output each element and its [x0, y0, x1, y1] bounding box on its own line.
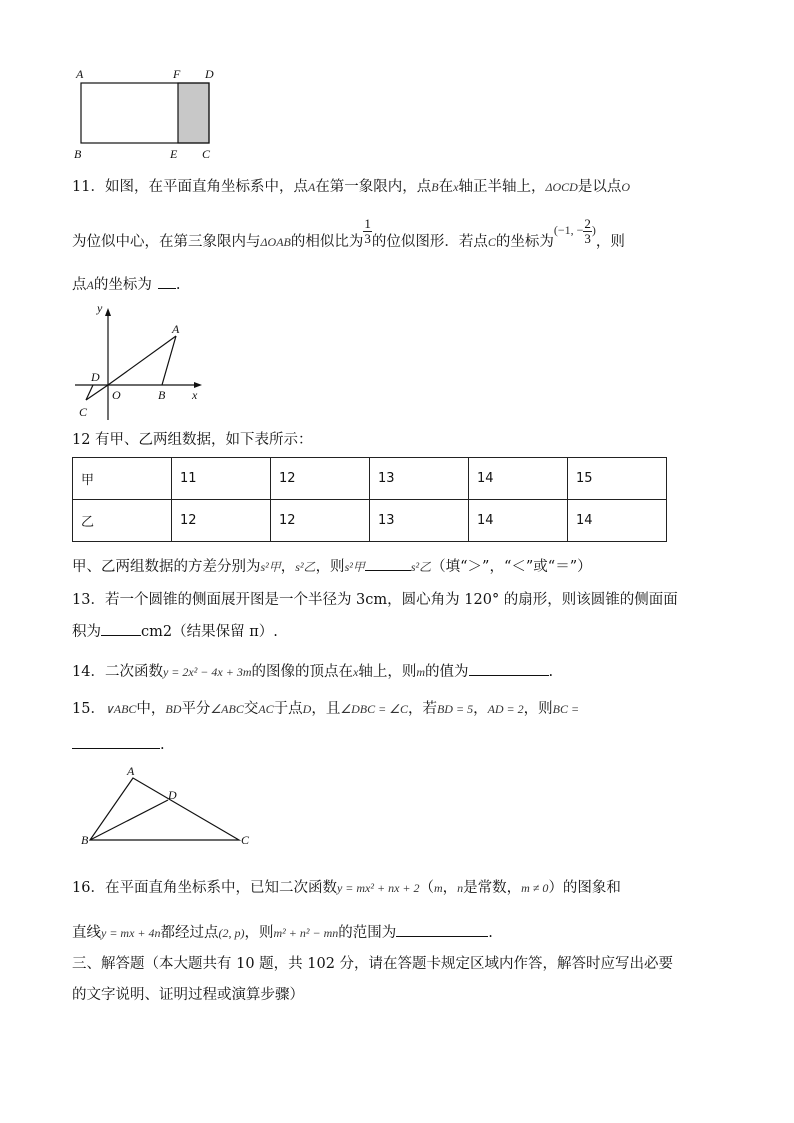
label-O: O	[112, 388, 121, 402]
table-cell: 12	[172, 500, 271, 542]
q16-line2: 直线y = mx + 4n都经过点(2, p)，则m² + n² − mn的范围为 .	[72, 922, 493, 943]
table-cell: 11	[172, 458, 271, 500]
label-D: D	[91, 370, 100, 384]
label-C: C	[241, 833, 250, 847]
row-label: 甲	[73, 458, 172, 500]
q13-line1: 13．若一个圆锥的侧面展开图是一个半径为 3cm，圆心角为 120° 的扇形，则该圆锥的侧面面	[72, 592, 678, 608]
y-axis-arrow	[105, 308, 111, 316]
label-A: A	[76, 67, 84, 81]
triangle-figure	[76, 764, 266, 854]
label-C: C	[79, 405, 88, 419]
label-A: A	[172, 322, 180, 336]
label-x: x	[192, 388, 198, 402]
table-row	[73, 500, 667, 542]
q15-line1: 15．∨ABC中，BD平分∠ABC交AC于点D，且∠DBC = ∠C，若BD = 5，AD = 2，则BC =	[72, 701, 580, 717]
table-cell: 14	[469, 458, 568, 500]
answer-blank-16[interactable]	[396, 922, 488, 937]
label-B: B	[74, 147, 82, 161]
table-cell: 12	[271, 458, 370, 500]
section3-line1: 三、解答题（本大题共有 10 题，共 102 分，请在答题卡规定区域内作答，解答时应写出必要	[72, 956, 674, 972]
answer-blank-13[interactable]	[101, 621, 141, 636]
segment-bd	[90, 800, 168, 840]
table-cell: 15	[568, 458, 667, 500]
row-label: 乙	[73, 500, 172, 542]
table-cell: 12	[271, 500, 370, 542]
q11-line2: 为位似中心，在第三象限内与ΔOAB的相似比为 $\frac{1}{3}$ 的位似图形．若点C的坐标为$^{(-1, -}$ $\frac{2}{3}$ )，则	[72, 215, 625, 250]
table-cell: 14	[568, 500, 667, 542]
segment-ab	[162, 336, 176, 385]
label-F: F	[173, 67, 181, 81]
answer-blank-11[interactable]	[158, 274, 176, 289]
label-B: B	[158, 388, 166, 402]
label-D: D	[205, 67, 214, 81]
label-y: y	[97, 301, 103, 315]
q11-line1: 11．如图，在平面直角坐标系中，点A在第一象限内，点B在x轴正半轴上，ΔOCD是以点O	[72, 179, 631, 195]
q16-line1: 16．在平面直角坐标系中，已知二次函数y = mx² + nx + 2（m，n是常数，m ≠ 0）的图象和	[72, 880, 621, 896]
section3-line2: 的文字说明、证明过程或演算步骤）	[72, 987, 304, 1003]
q12-title: 12 有甲、乙两组数据，如下表所示：	[72, 432, 313, 448]
label-D: D	[168, 788, 177, 802]
label-C: C	[202, 147, 211, 161]
coord-fraction: $\frac{2}{3}$	[584, 215, 591, 246]
q13-line2: 积为 cm2（结果保留 π）.	[72, 621, 278, 642]
answer-blank-15[interactable]	[72, 734, 160, 749]
answer-blank-14[interactable]	[469, 661, 549, 676]
coordinate-figure	[70, 296, 220, 426]
label-E: E	[170, 147, 178, 161]
table-cell: 13	[370, 500, 469, 542]
q14-line: 14．二次函数y = 2x² − 4x + 3m的图像的顶点在x轴上，则m的值为 .	[72, 661, 553, 682]
q11-line3: 点A的坐标为 .	[72, 274, 180, 295]
q12-answer: 甲、乙两组数据的方差分别为s²甲，s²乙，则s²甲 s²乙（填“＞”，“＜”或“＝”）	[72, 556, 592, 577]
label-B: B	[81, 833, 89, 847]
rectangle-figure	[70, 64, 230, 164]
segment-oa	[108, 336, 176, 385]
table-row	[73, 458, 667, 500]
triangle-abc	[90, 778, 239, 840]
answer-blank-12[interactable]	[365, 556, 411, 571]
table-cell: 13	[370, 458, 469, 500]
shaded-region	[178, 83, 209, 143]
table-cell: 14	[469, 500, 568, 542]
ratio-fraction: $\frac{1}{3}$	[364, 215, 371, 246]
label-A: A	[127, 764, 135, 778]
data-table	[72, 457, 667, 542]
q15-line2: .	[72, 734, 165, 755]
